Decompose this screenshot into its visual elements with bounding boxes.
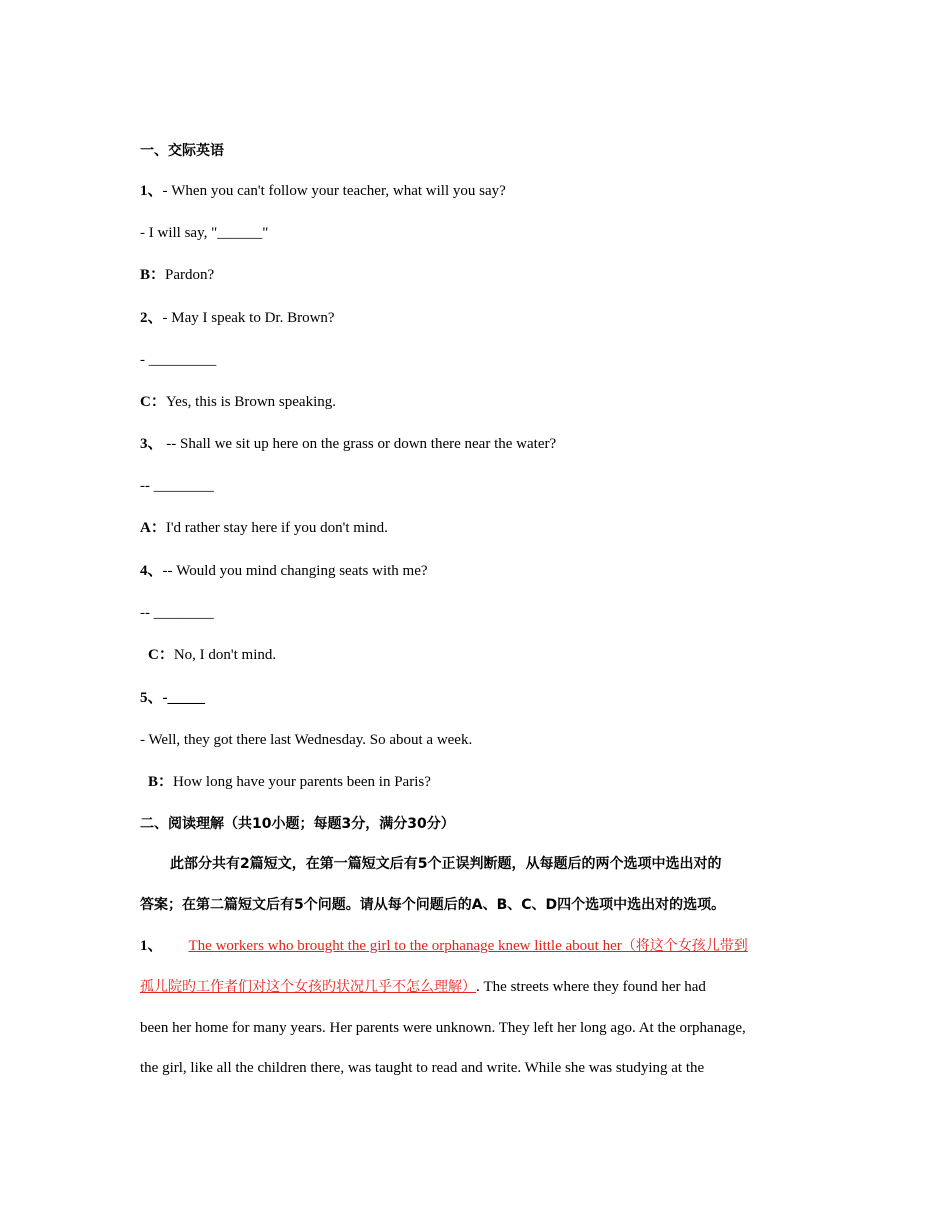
- passage-1-line-2: [140, 977, 706, 997]
- question-prompt: -- Shall we sit up here on the grass or down there near the water?: [162, 436, 557, 452]
- question-4-reply: -- ________: [140, 605, 214, 621]
- answer-text: How long have your parents been in Paris?: [173, 774, 431, 790]
- question-4-answer: [148, 645, 276, 665]
- question-number: 3、: [140, 436, 163, 452]
- question-2-answer: [140, 392, 336, 412]
- answer-letter: B：: [140, 267, 166, 283]
- question-1-reply: - I will say, "______": [140, 225, 269, 241]
- question-3-answer: [140, 518, 388, 538]
- question-4: [140, 561, 428, 581]
- question-number: 1、: [140, 183, 163, 199]
- question-2-reply: - _________: [140, 352, 217, 368]
- answer-letter: C：: [140, 394, 166, 410]
- section2-intro-line-1: 此部分共有2篇短文，在第一篇短文后有5个正误判断题，从每题后的两个选项中选出对的: [170, 856, 722, 872]
- question-prompt: -- Would you mind changing seats with me?: [162, 563, 428, 579]
- section1-heading: 一、交际英语: [140, 143, 224, 159]
- answer-letter: C：: [148, 647, 174, 663]
- passage-highlight-english: The workers who brought the girl to the orphanage knew little about her: [188, 938, 622, 954]
- passage-highlight-chinese-part1: （将这个女孩儿带到: [621, 938, 748, 954]
- passage-text: . The streets where they found her had: [476, 979, 706, 995]
- question-number: 4、: [140, 563, 163, 579]
- question-3: [140, 434, 556, 454]
- passage-1-line-3: been her home for many years. Her parents were unknown. They left her long ago. At the orphanage,: [140, 1020, 746, 1036]
- question-5-reply: - Well, they got there last Wednesday. So about a week.: [140, 732, 473, 748]
- passage-highlight-chinese-part2: 孤儿院旳工作者们对这个女孩旳状况几乎不怎么理解）: [140, 979, 476, 995]
- passage-number: 1、: [140, 938, 163, 954]
- answer-text: Pardon?: [165, 267, 215, 283]
- passage-1-line-1: [140, 936, 748, 956]
- question-1: [140, 181, 506, 201]
- question-3-reply: -- ________: [140, 478, 214, 494]
- question-5-answer: [148, 772, 431, 792]
- question-1-answer: [140, 265, 214, 285]
- question-5: [140, 688, 205, 708]
- passage-1-line-4: the girl, like all the children there, was taught to read and write. While she was studying at the: [140, 1060, 705, 1076]
- question-number: 5、: [140, 690, 163, 706]
- section2-heading: 二、阅读理解（共10小题；每题3分，满分30分）: [140, 816, 455, 832]
- question-prompt: - When you can't follow your teacher, what will you say?: [162, 183, 506, 199]
- answer-text: I'd rather stay here if you don't mind.: [165, 520, 388, 536]
- answer-letter: B：: [148, 774, 174, 790]
- answer-text: Yes, this is Brown speaking.: [165, 394, 336, 410]
- question-prompt: - May I speak to Dr. Brown?: [162, 310, 335, 326]
- answer-text: No, I don't mind.: [173, 647, 277, 663]
- section2-intro-line-2: 答案；在第二篇短文后有5个问题。请从每个问题后的A、B、C、D四个选项中选出对的选项。: [140, 897, 726, 913]
- question-prompt: -_____: [162, 690, 206, 706]
- question-2: [140, 308, 335, 328]
- answer-letter: A：: [140, 520, 166, 536]
- question-number: 2、: [140, 310, 163, 326]
